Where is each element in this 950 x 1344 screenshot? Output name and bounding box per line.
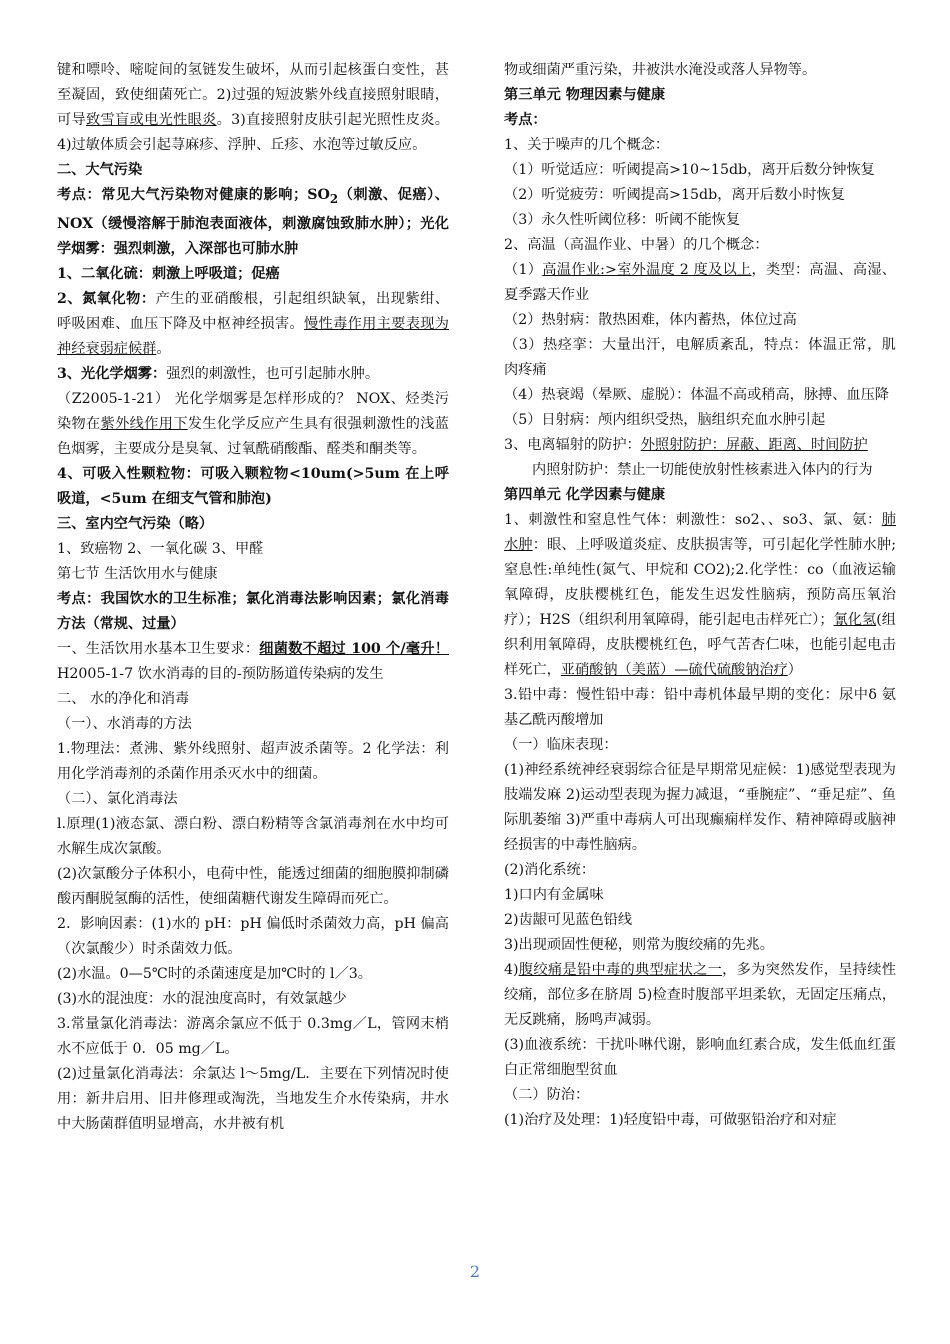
- paragraph: [504, 508, 896, 683]
- paragraph: [57, 562, 449, 587]
- text-run: (3)水的混浊度：水的混浊度高时，有效氯越少: [57, 990, 347, 1007]
- paragraph: [57, 287, 449, 362]
- text-run: （4）热衰竭（晕厥、虚脱）：体温不高或稍高，脉搏、血压降: [504, 387, 889, 403]
- paragraph: [57, 787, 449, 812]
- text-run: 1、致癌物 2、一氧化碳 3、甲醛: [57, 540, 264, 557]
- text-run: 1)口内有金属味: [504, 887, 604, 903]
- right-column: [504, 58, 896, 1133]
- text-run: （二）、氯化消毒法: [57, 790, 178, 807]
- text-run: 紫外线作用下: [100, 415, 188, 432]
- text-run: 3)出现顽固性便秘，则常为腹绞痛的先兆。: [504, 937, 774, 953]
- text-run: （刺激、促癌）、NOX（缓慢溶解于肺泡表面液体，刺激腐蚀致肺水肿）；光化学烟雾：强烈刺激，入深部也可肺水肿: [57, 187, 449, 257]
- paragraph: [57, 1062, 449, 1137]
- text-run: 2．影响因素：(1)水的 pH：pH 偏低时杀菌效力高，pH 偏高（次氯酸少）时杀菌效力低。: [57, 915, 449, 957]
- paragraph: [504, 683, 896, 733]
- text-run: 考点：: [504, 112, 547, 128]
- text-run: 氰化氢: [833, 612, 877, 628]
- text-run: 考点：我国饮水的卫生标准；氯化消毒法影响因素；氯化消毒方法（常规、过量）: [57, 590, 449, 632]
- text-run: 产生的亚硝酸根，引起组织缺氧，出现紫绀、呼吸困难、血压下降及中枢神经损害。: [57, 290, 449, 332]
- text-run: 2)齿龈可见蓝色铅线: [504, 912, 633, 928]
- paragraph: [57, 912, 449, 962]
- paragraph: [504, 233, 896, 258]
- text-run: 致雪盲或电光性眼炎: [86, 112, 217, 128]
- paragraph: [57, 462, 449, 512]
- paragraph: [504, 308, 896, 333]
- text-run: 1、关于噪声的几个概念：: [504, 137, 670, 153]
- text-run: 第三单元 物理因素与健康: [504, 87, 666, 103]
- paragraph: [57, 862, 449, 912]
- text-run: 腹绞痛是铅中毒的典型症状之一: [518, 962, 723, 978]
- paragraph: [57, 537, 449, 562]
- left-column: [57, 58, 449, 1137]
- paragraph: [57, 1012, 449, 1062]
- text-run: 第七节 生活饮用水与健康: [57, 565, 218, 582]
- text-run: 1、二氧化硫：刺激上呼吸道；促癌: [57, 265, 280, 282]
- text-run: 慢性毒作用主要表现为神经衰弱症候群: [57, 315, 449, 357]
- paragraph: [504, 458, 896, 483]
- paragraph: [57, 387, 449, 462]
- text-run: 。: [156, 340, 171, 357]
- text-run: H2005-1-7 饮水消毒的目的-预防肠道传染病的发生: [57, 665, 384, 682]
- paragraph: [57, 512, 449, 537]
- text-run: (2)消化系统：: [504, 862, 596, 878]
- paragraph: [504, 183, 896, 208]
- text-run: 3、光化学烟雾：: [57, 365, 167, 382]
- text-run: 3、电离辐射的防护：: [504, 437, 641, 453]
- paragraph: [57, 812, 449, 862]
- text-run: 2: [329, 191, 339, 206]
- text-run: ，多为突然发作，呈持续性绞痛，部位多在脐周 5)检查时腹部平坦柔软，无固定压痛点，无反跳痛，肠鸣声减弱。: [504, 962, 896, 1028]
- paragraph: [504, 333, 896, 383]
- paragraph: [504, 58, 896, 83]
- text-run: (2)过量氯化消毒法：余氯达 l～5mg/L．主要在下列情况时使用：新井启用、旧井修理或淘洗，当地发生介水传染病，井水中大肠菌群值明显增高，水井被有机: [57, 1065, 449, 1132]
- paragraph: [57, 687, 449, 712]
- text-run: (1)神经系统神经衰弱综合征是早期常见症候：1)感觉型表现为肢端发麻 2)运动型表现为握力减退，“垂腕症”、“垂足症”、鱼际肌萎缩 3)严重中毒病人可出现癫痫样发作、精神障碍或脑神经损害的中毒性脑病。: [504, 762, 896, 853]
- text-run: 4): [504, 962, 519, 978]
- text-run: ，类型：高温、高湿、夏季露天作业: [504, 262, 896, 303]
- text-run: 4、可吸入性颗粒物：可吸入颗粒物<10um(>5um 在上呼吸道，<5um 在细支气管和肺泡): [57, 465, 449, 507]
- text-run: 第四单元 化学因素与健康: [504, 487, 666, 503]
- text-run: 3.铅中毒：慢性铅中毒：铅中毒机体最早期的变化：尿中δ 氨基乙酰丙酸增加: [504, 687, 896, 728]
- text-run: 2、氮氧化物：: [57, 290, 156, 307]
- paragraph: [57, 712, 449, 737]
- text-run: 一、生活饮用水基本卫生要求：: [57, 640, 260, 657]
- text-run: 1、刺激性和窒息性气体：刺激性：so2、、so3、氯、氨：: [504, 512, 882, 528]
- text-run: ）: [787, 662, 802, 678]
- paragraph: [504, 208, 896, 233]
- text-run: 考点：常见大气污染物对健康的影响；SO: [57, 187, 330, 203]
- paragraph: [504, 258, 896, 308]
- paragraph: [57, 587, 449, 637]
- paragraph: [504, 383, 896, 408]
- paragraph: [504, 883, 896, 908]
- text-run: （3）永久性听阈位移：听阈不能恢复: [504, 212, 741, 228]
- paragraph: [504, 1108, 896, 1133]
- paragraph: [504, 433, 896, 458]
- paragraph: [504, 1083, 896, 1108]
- text-run: 二、大气污染: [57, 162, 143, 178]
- text-run: (3)血液系统：干扰卟啉代谢，影响血红素合成，发生低血红蛋白正常细胞型贫血: [504, 1037, 896, 1078]
- text-run: 。3)直接照射皮肤引起光照性皮炎。4)过敏体质会引起荨麻疹、浮肿、丘疹、水泡等过敏反应。: [57, 112, 449, 153]
- text-run: 内照射防护：禁止一切能使放射性核素进入体内的行为: [532, 462, 873, 478]
- text-run: （5）日射病：颅内组织受热，脑组织充血水肿引起: [504, 412, 826, 428]
- text-run: （1）: [504, 262, 543, 278]
- paragraph: [57, 987, 449, 1012]
- paragraph: [504, 158, 896, 183]
- text-run: (组织利用氧障碍，皮肤樱桃红色，呼气苦杏仁味，也能引起电击样死亡，: [504, 612, 896, 678]
- paragraph: [504, 758, 896, 858]
- text-run: l.原理(1)液态氯、漂白粉、漂白粉精等含氯消毒剂在水中均可水解生成次氯酸。: [57, 815, 449, 857]
- paragraph: [504, 408, 896, 433]
- text-run: 3.常量氯化消毒法：游离余氯应不低于 0.3mg／L，管网末梢水不应低于 0．05 mg／L。: [57, 1015, 449, 1057]
- text-run: 二、 水的净化和消毒: [57, 690, 190, 707]
- paragraph: [57, 158, 449, 183]
- paragraph: [504, 83, 896, 108]
- text-run: 外照射防护：屏蔽、距离、时间防护: [640, 437, 868, 453]
- text-run: （3）热痉挛：大量出汗，电解质紊乱，特点：体温正常，肌肉疼痛: [504, 337, 896, 378]
- text-run: ：眼、上呼吸道炎症、皮肤损害等，可引起化学性肺水肿;窒息性:单纯性(氮气、甲烷和 CO2);2.化学性：co（血液运输氧障碍，皮肤樱桃红色，能发生迟发性脑病，预防高压氧治疗）；H2S（组织利用氧障碍，能引起电击样死亡）；: [504, 537, 896, 628]
- text-run: 亚硝酸钠（美蓝）—硫代硫酸钠治疗: [560, 662, 788, 678]
- text-run: 肺水肿: [504, 512, 896, 553]
- text-run: 2、高温（高温作业、中暑）的几个概念：: [504, 237, 769, 253]
- text-run: （1）听觉适应：听阈提高>10~15db，离开后数分钟恢复: [504, 162, 875, 178]
- paragraph: [504, 933, 896, 958]
- page-number: 2: [469, 1262, 481, 1281]
- paragraph: [57, 962, 449, 987]
- paragraph: [504, 958, 896, 1033]
- paragraph: [57, 183, 449, 262]
- paragraph: [57, 58, 449, 158]
- paragraph: [504, 108, 896, 133]
- text-run: (2)水温。0—5℃时的杀菌速度是加℃时的 l／3。: [57, 965, 372, 982]
- text-run: 三、室内空气污染（略）: [57, 515, 214, 532]
- paragraph: [504, 133, 896, 158]
- text-run: 1.物理法：煮沸、紫外线照射、超声波杀菌等。2 化学法：利用化学消毒剂的杀菌作用杀灭水中的细菌。: [57, 740, 449, 782]
- text-run: （2）听觉疲劳：听阈提高>15db，离开后数小时恢复: [504, 187, 845, 203]
- text-run: （二）防治：: [504, 1087, 590, 1103]
- paragraph: [504, 858, 896, 883]
- text-run: （一）临床表现：: [504, 737, 618, 753]
- text-run: (1)治疗及处理：1)轻度铅中毒，可做驱铅治疗和对症: [504, 1112, 837, 1128]
- text-run: （2）热射病：散热困难，体内蓄热，体位过高: [504, 312, 797, 328]
- text-run: （一）、水消毒的方法: [57, 715, 192, 732]
- paragraph: [57, 362, 449, 387]
- text-run: 物或细菌严重污染，井被洪水淹没或落人异物等。: [504, 62, 817, 78]
- paragraph: [504, 483, 896, 508]
- text-run: （Z2005-1-21） 光化学烟雾是怎样形成的？ NOX、烃类污染物在: [57, 390, 449, 432]
- paragraph: [504, 908, 896, 933]
- paragraph: [57, 737, 449, 787]
- text-run: (2)次氯酸分子体积小，电荷中性，能透过细菌的细胞膜抑制磷酸丙酮脱氢酶的活性，使细菌糖代谢发生障碍而死亡。: [57, 865, 449, 907]
- paragraph: [57, 262, 449, 287]
- paragraph: [504, 1033, 896, 1083]
- text-run: 高温作业:>室外温度 2 度及以上: [542, 262, 752, 278]
- paragraph: [57, 637, 449, 687]
- text-run: 强烈的刺激性，也可引起肺水肿。: [166, 365, 380, 382]
- text-run: 细菌数不超过 100 个/毫升！: [259, 640, 449, 657]
- text-run: 键和嘌呤、嘧啶间的氢链发生破坏，从而引起核蛋白变性，甚至凝固，致使细菌死亡。2)过强的短波紫外线直接照射眼睛，可导: [57, 62, 449, 128]
- text-run: 发生化学反应产生具有很强刺激性的浅蓝色烟雾，主要成分是臭氧、过氧酰硝酸酯、醛类和酮类等。: [57, 415, 449, 457]
- paragraph: [504, 733, 896, 758]
